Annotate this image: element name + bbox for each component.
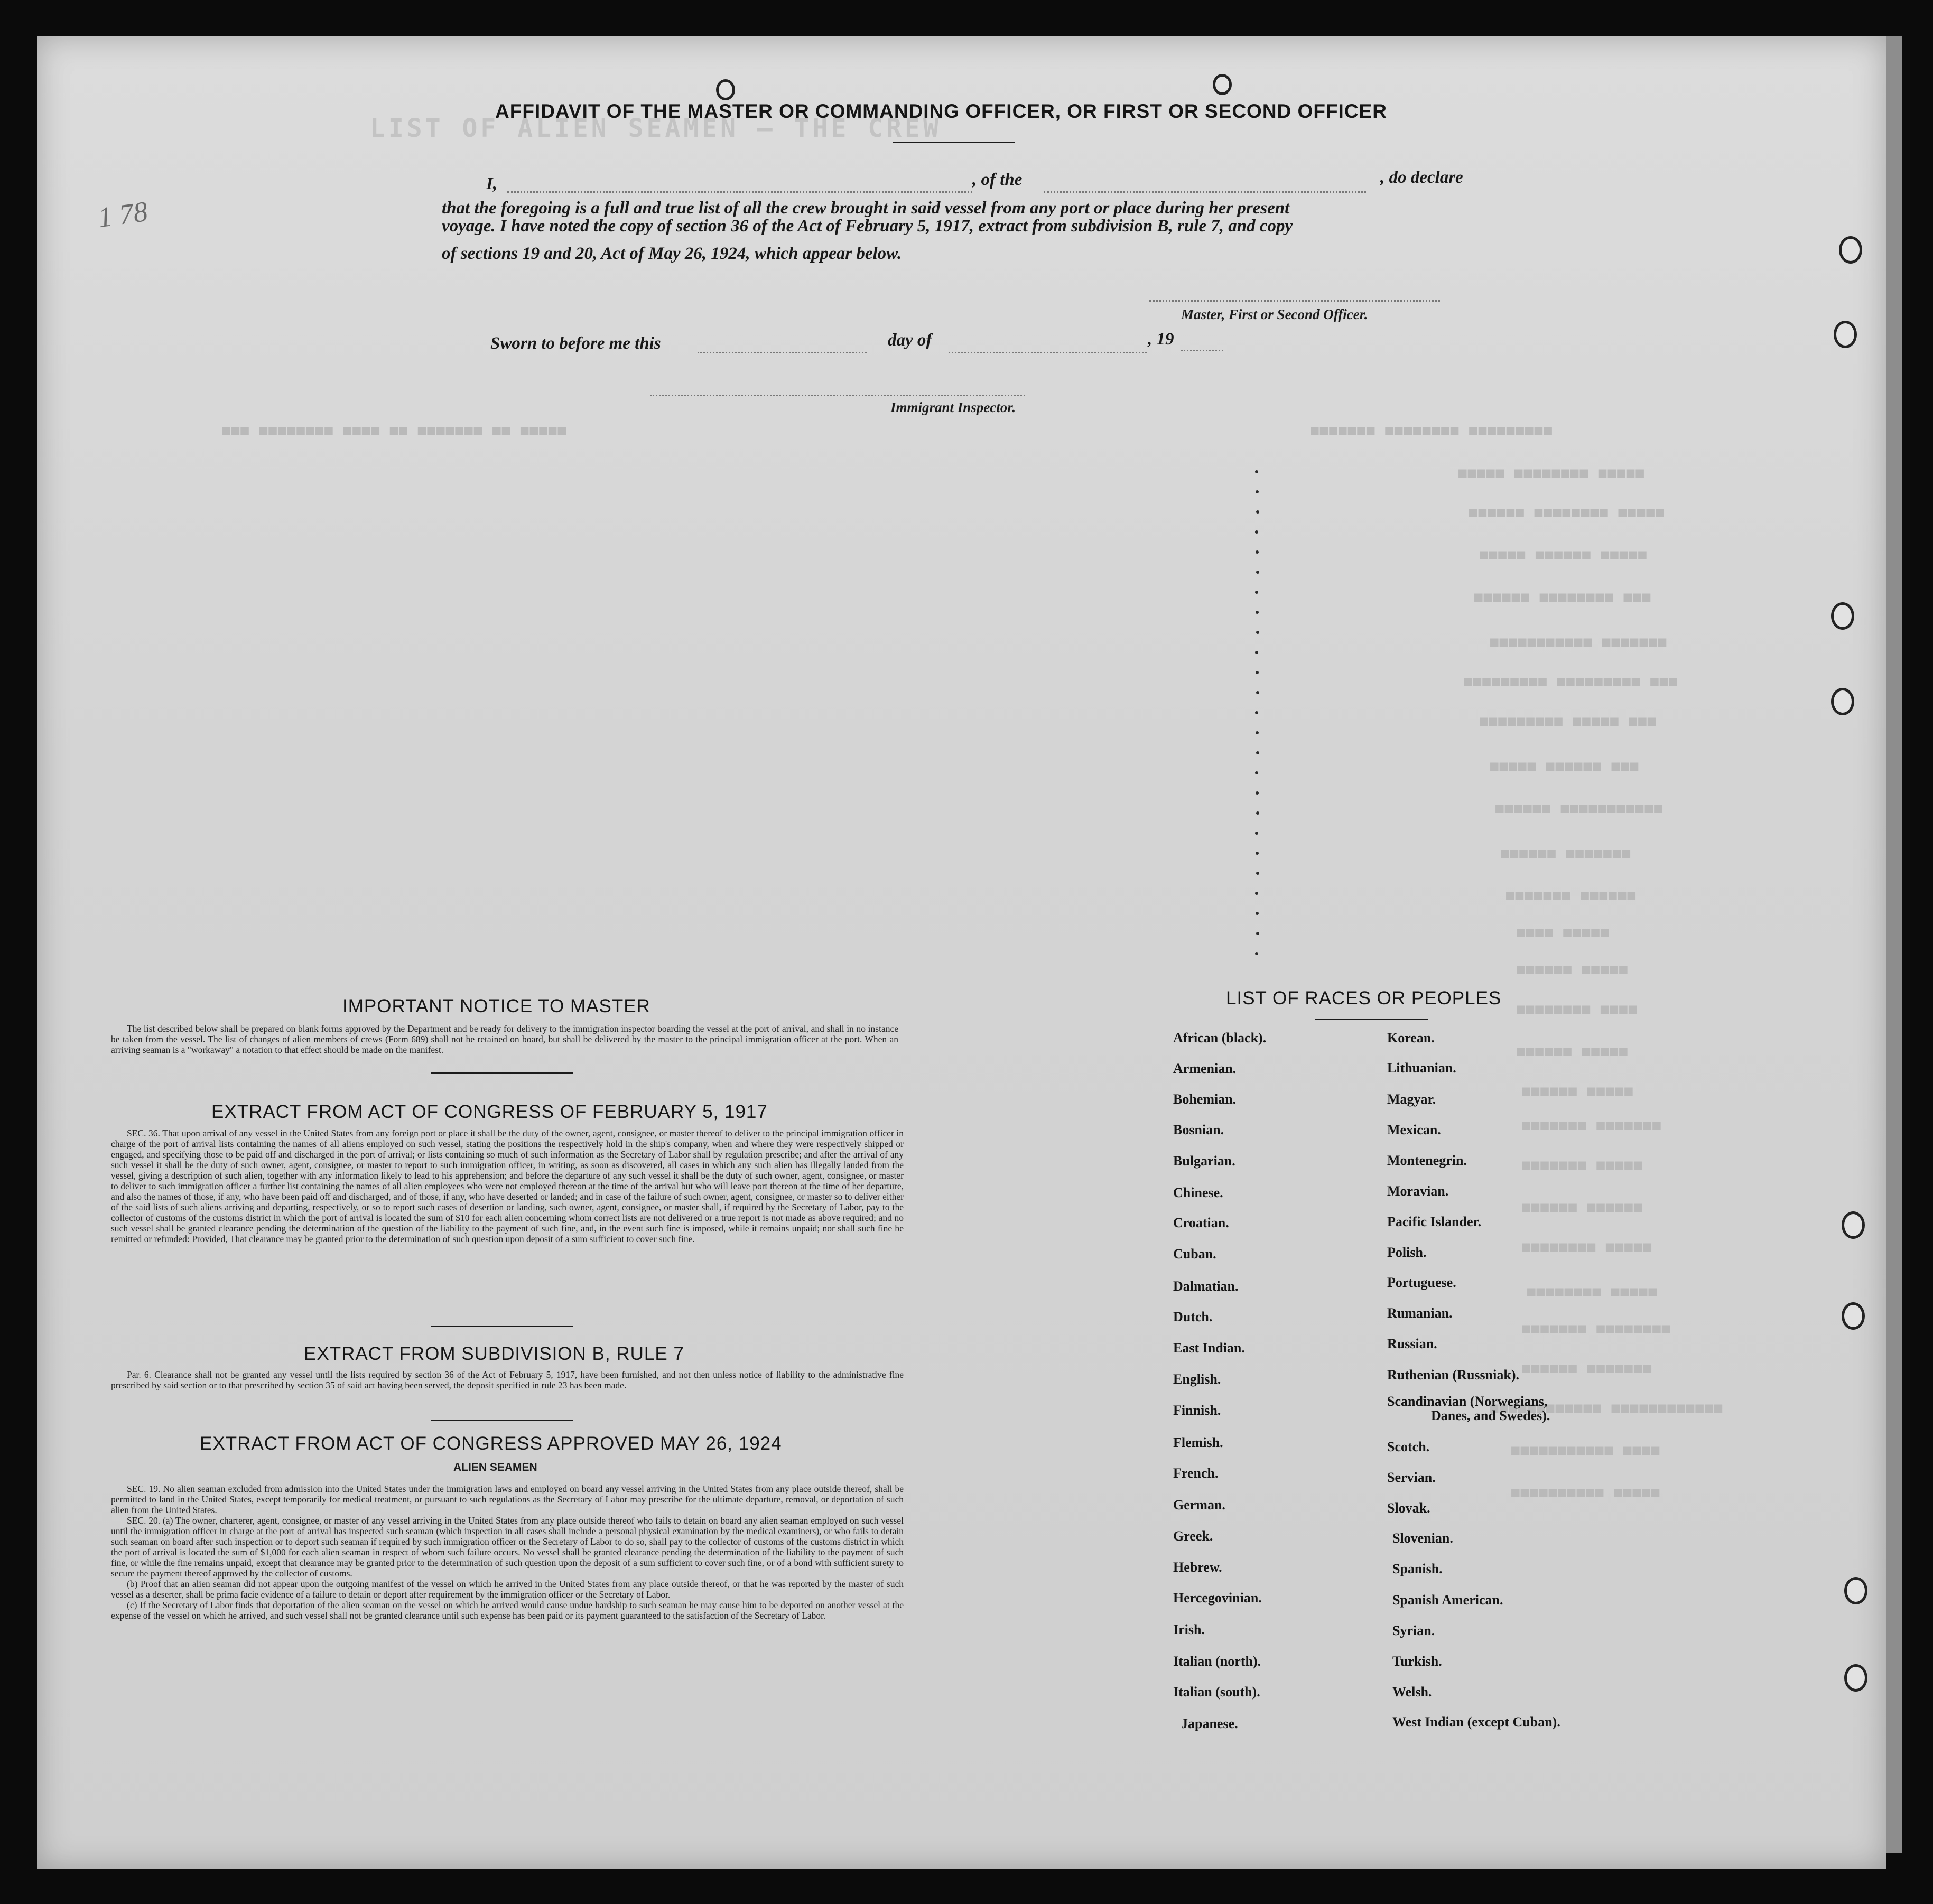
race-item: East Indian.: [1173, 1340, 1245, 1356]
bleed-through: ■■■■■■■■ ■■■■: [1517, 1001, 1638, 1017]
stray-mark: [1256, 912, 1259, 915]
bleed-through: ■■■■■■■ ■■■■■■: [1506, 888, 1637, 903]
bleed-through: ■■■■■■■■■■■■ ■■■■■■■■■■■■: [1490, 1400, 1724, 1416]
punch-hole: [1842, 1211, 1865, 1239]
bleed-through: ■■■■■■■■■ ■■■■■■■■■ ■■■: [1464, 674, 1679, 689]
stray-mark: [1256, 550, 1259, 554]
race-item: Slovak.: [1387, 1500, 1430, 1516]
sworn-text: Sworn to before me this: [490, 334, 661, 353]
day-of-text: day of: [888, 331, 932, 350]
race-item: Lithuanian.: [1387, 1060, 1456, 1076]
handwritten-note: 1 78: [96, 195, 150, 234]
affidavit-line-4: of sections 19 and 20, Act of May 26, 1924, which appear below.: [442, 244, 902, 263]
bleed-through: ■■■■■■ ■■■■■■■: [1522, 1360, 1653, 1376]
inspector-caption: Immigrant Inspector.: [890, 399, 1016, 415]
race-item: Greek.: [1173, 1528, 1213, 1544]
stray-mark: [1256, 671, 1259, 674]
punch-hole: [1213, 74, 1232, 95]
bleed-through: ■■■■■■ ■■■■■■■■ ■■■■■: [1469, 505, 1665, 520]
bleed-through: ■■■■■■■■ ■■■■■: [1527, 1284, 1658, 1300]
race-item: English.: [1173, 1371, 1221, 1387]
race-item: Croatian.: [1173, 1215, 1229, 1230]
bleed-through: LIST OF ALIEN SEAMEN — THE CREW: [370, 114, 942, 143]
punch-hole: [1834, 321, 1857, 348]
bleed-through: ■■■■■■ ■■■■■■: [1522, 1199, 1643, 1215]
bleed-through: ■■■■■■ ■■■■■■■■■■■: [1495, 800, 1664, 816]
stray-mark: [1255, 771, 1258, 774]
stray-mark: [1256, 811, 1259, 815]
year-prefix: , 19: [1148, 330, 1174, 349]
stray-mark: [1255, 892, 1258, 895]
race-item: West Indian (except Cuban).: [1392, 1714, 1560, 1730]
race-item: Dalmatian.: [1173, 1278, 1239, 1294]
races-title: LIST OF RACES OR PEOPLES: [1226, 988, 1502, 1009]
race-item: Finnish.: [1173, 1403, 1221, 1418]
stray-mark: [1256, 751, 1259, 754]
bleed-through: ■■■■■■■■ ■■■■■: [1522, 1239, 1653, 1255]
race-item: Flemish.: [1173, 1435, 1223, 1450]
officer-signature-line[interactable]: [1149, 300, 1440, 302]
stray-mark: [1255, 711, 1258, 714]
extract-rule7-body: [111, 1369, 904, 1390]
affidavit-of-the: , of the: [972, 170, 1023, 189]
punch-hole: [716, 79, 735, 100]
bleed-through: ■■■■■■ ■■■■■: [1517, 1043, 1629, 1059]
race-item: Hercegovinian.: [1173, 1590, 1262, 1606]
stray-mark: [1256, 932, 1259, 935]
section-20c-text: (c) If the Secretary of Labor finds that deportation of the alien seaman on the vessel on which he arrived would cause undue hardship to such seaman he may cause him to be deported on another vessel at the expense of the vessel on which he arrived, and such vessel shall not be granted clearance until such expense has been paid or its payment guaranteed to the satisfaction of the Secretary of Labor.: [111, 1600, 904, 1621]
bleed-through: ■■■■■ ■■■■■■ ■■■: [1490, 758, 1640, 774]
bleed-through: ■■■■■■■ ■■■■■■■■: [1522, 1321, 1671, 1337]
race-item: Chinese.: [1173, 1185, 1223, 1200]
section-divider: [431, 1072, 573, 1074]
stray-mark: [1256, 691, 1259, 694]
affidavit-title: AFFIDAVIT OF THE MASTER OR COMMANDING OFFICER, OR FIRST OR SECOND OFFICER: [495, 100, 1387, 122]
race-item: Slovenian.: [1392, 1530, 1453, 1546]
race-item: Spanish American.: [1392, 1592, 1503, 1608]
bleed-through: ■■■■■■■■■■■ ■■■■: [1511, 1442, 1661, 1458]
extract-1917-title: EXTRACT FROM ACT OF CONGRESS OF FEBRUARY 5, 1917: [211, 1102, 768, 1122]
affidavit-declare: , do declare: [1380, 168, 1463, 187]
race-item: Danes, and Swedes).: [1431, 1408, 1550, 1423]
notice-title: IMPORTANT NOTICE TO MASTER: [342, 996, 650, 1016]
stray-mark: [1255, 530, 1258, 534]
race-item: Turkish.: [1392, 1654, 1442, 1669]
bleed-through: ■■■■■■ ■■■■■■■: [1501, 845, 1632, 861]
affidavit-i: I,: [486, 174, 498, 193]
affidavit-line-3: voyage. I have noted the copy of section 36 of the Act of February 5, 1917, extract from subdivision B, rule 7, and copy: [442, 217, 1293, 236]
name-blank[interactable]: [507, 191, 972, 193]
race-item: Magyar.: [1387, 1091, 1436, 1107]
punch-hole: [1831, 602, 1854, 630]
stray-mark: [1256, 490, 1259, 493]
section-20a-text: SEC. 20. (a) The owner, charterer, agent, consignee, or master of any vessel arriving in the United States from any place outside thereof who fails to detain on board any alien seaman employed on such vessel until the immigration officer in charge at the port of arrival has inspected such seaman (which inspection in all cases shall include a personal physical examination by the medical examiners), or who fails to detain such seaman on board after such inspection or to deport such seaman if required by such immigration officer or the Secretary of Labor to do so, shall pay to the collector of customs of the customs district in which the port of arrival is located the sum of $1,000 for each alien seaman in respect of whom such failure occurs. No vessel shall be granted clearance pending the determination of the liability to the payment of such fine, or while the fine remains unpaid, except that clearance may be granted prior to the determination of such question upon the deposit of a sum sufficient to cover such fine, or of a bond with sufficient surety to secure the payment thereof approved by the collector of customs.: [111, 1515, 904, 1579]
punch-hole: [1831, 688, 1854, 715]
race-item: Polish.: [1387, 1245, 1427, 1260]
stray-mark: [1255, 651, 1258, 654]
race-item: Moravian.: [1387, 1183, 1449, 1199]
extract-rule7-text: Par. 6. Clearance shall not be granted any vessel until the lists required by section 36 of the Act of February 5, 1917, have been furnished, and not then unless notice of liability to the administrative fine prescribed by said section or to that prescribed by section 35 of said act having been served, the deposit specified in rule 23 has been made.: [111, 1369, 904, 1390]
extract-rule7-title: EXTRACT FROM SUBDIVISION B, RULE 7: [304, 1343, 684, 1364]
race-item: French.: [1173, 1466, 1219, 1481]
stray-mark: [1255, 591, 1258, 594]
extract-1924-title: EXTRACT FROM ACT OF CONGRESS APPROVED MAY 26, 1924: [200, 1433, 782, 1454]
stray-mark: [1256, 852, 1259, 855]
bleed-through: ■■■■■■■ ■■■■■■■: [1522, 1117, 1662, 1133]
race-item: Bohemian.: [1173, 1091, 1237, 1107]
race-item: Montenegrin.: [1387, 1153, 1467, 1168]
race-item: Cuban.: [1173, 1246, 1216, 1262]
stray-mark: [1256, 631, 1259, 634]
bleed-through: ■■■ ■■■■■■■■ ■■■■ ■■ ■■■■■■■ ■■ ■■■■■: [222, 423, 568, 438]
bleed-through: ■■■■■■■ ■■■■■: [1522, 1157, 1643, 1173]
races-underline: [1315, 1019, 1428, 1020]
bleed-through: ■■■■■■ ■■■■■■■■ ■■■: [1474, 589, 1652, 605]
section-divider: [431, 1420, 573, 1421]
bleed-through: ■■■■■ ■■■■■■ ■■■■■: [1480, 547, 1648, 563]
extract-1924-body: [111, 1483, 904, 1621]
bleed-through: ■■■■■■■ ■■■■■■■■ ■■■■■■■■■: [1311, 423, 1553, 438]
race-item: Scotch.: [1387, 1439, 1430, 1454]
punch-hole: [1842, 1302, 1865, 1330]
bleed-through: ■■■■■ ■■■■■■■■ ■■■■■: [1458, 465, 1646, 481]
punch-hole: [1844, 1577, 1867, 1604]
extract-1917-text: SEC. 36. That upon arrival of any vessel in the United States from any foreign port or place it shall be the duty of the owner, agent, consignee, or master thereof to deliver to the principal immigration officer in charge of the port of arrival lists containing the names of all aliens employed on such vessel, stating the positions the respectively hold in the ship's company, when and where they were respectively shipped or engaged, and specifying those to be paid off and discharged in the port of arrival; or lists containing so much of such information as the Secretary of Labor shall by regulation prescribe; and after the arrival of any such vessel it shall be the duty of such owner, agent, consignee, or master to report to such immigration officer, in writing, as soon as discovered, all cases in which any such alien has illegally landed from the vessel, giving a description of such alien, together with any information likely to lead to his apprehension; and before the departure of any such vessel it shall be the duty of such owner, agent, consignee, or master to deliver to such immigration officer a further list containing the names of all alien employees who were not employed thereon at the time of the arrival but who will leave port thereon at the time of her departure, and also the names of those, if any, who have been paid off and discharged, and of those, if any, who have deserted or landed; and in case of the failure of such owner, agent, consignee, or master so to deliver either of the said lists of such aliens arriving and departing, respectively, or so to report such cases of desertion or landing, such owner, agent, consignee, or master shall, if required by the Secretary of Labor, pay to the collector of customs of the customs district in which the port of arrival is located the sum of $10 for each alien concerning whom correct lists are not delivered or a true report is not made as above required; and no such vessel shall be granted clearance pending the determination of the question of the liability to the payment of such fine, and, in the event such fine is imposed, while it remains unpaid; nor shall such fine be remitted or refunded: Provided, That clearance may be granted prior to the determination of such question upon deposit of a sum sufficient to cover such fine.: [111, 1128, 904, 1244]
bleed-through: ■■■■ ■■■■■: [1517, 925, 1610, 940]
race-item: Syrian.: [1392, 1623, 1435, 1638]
section-19-text: SEC. 19. No alien seaman excluded from admission into the United States under the immigration laws and employed on board any vessel arriving in the United States from any place outside thereof, shall be permitted to land in the United States, except temporarily for medical treatment, or pursuant to such regulations as the Secretary of Labor may prescribe for the ultimate departure, removal, or deportation of such alien from the United States.: [111, 1483, 904, 1515]
race-item: Hebrew.: [1173, 1560, 1222, 1575]
stray-mark: [1255, 470, 1258, 473]
bleed-through: ■■■■■■ ■■■■■: [1517, 962, 1629, 977]
officer-caption: Master, First or Second Officer.: [1181, 306, 1368, 322]
notice-body: [111, 1023, 898, 1055]
race-item: Pacific Islander.: [1387, 1214, 1482, 1229]
race-item: German.: [1173, 1497, 1225, 1513]
race-item: Servian.: [1387, 1470, 1436, 1485]
bleed-through: ■■■■■■■■■■■ ■■■■■■■: [1490, 634, 1668, 650]
stray-mark: [1256, 571, 1259, 574]
extract-1924-subtitle: ALIEN SEAMEN: [453, 1461, 537, 1473]
race-item: Bosnian.: [1173, 1122, 1224, 1137]
race-item: Rumanian.: [1387, 1305, 1453, 1321]
stray-mark: [1255, 952, 1258, 955]
race-item: Italian (south).: [1173, 1684, 1260, 1700]
section-20b-text: (b) Proof that an alien seaman did not appear upon the outgoing manifest of the vessel on which he arrived in the United States from any place outside thereof, or that he was reported by the master of such vessel as a deserter, shall be prima facie evidence of a failure to detain or deport after requirement by the immigration officer or the Secretary of Labor.: [111, 1579, 904, 1600]
stray-mark: [1256, 791, 1259, 795]
punch-hole: [1839, 236, 1862, 264]
race-item: Dutch.: [1173, 1309, 1213, 1324]
race-item: Ruthenian (Russniak).: [1387, 1367, 1519, 1383]
race-item: Korean.: [1387, 1030, 1435, 1046]
section-divider: [431, 1326, 573, 1327]
stray-mark: [1256, 872, 1259, 875]
vessel-blank[interactable]: [1044, 191, 1366, 193]
day-blank[interactable]: [698, 352, 867, 353]
stray-mark: [1256, 611, 1259, 614]
punch-hole: [1844, 1664, 1867, 1692]
affidavit-line-2: that the foregoing is a full and true list of all the crew brought in said vessel from any port or place during her present: [442, 199, 1290, 218]
year-blank[interactable]: [1181, 350, 1223, 351]
stray-mark: [1255, 832, 1258, 835]
month-blank[interactable]: [949, 352, 1147, 353]
inspector-signature-line[interactable]: [650, 395, 1025, 396]
stray-mark: [1256, 510, 1259, 514]
race-item: Portuguese.: [1387, 1275, 1456, 1290]
race-item: Welsh.: [1392, 1684, 1432, 1700]
extract-1917-body: [111, 1128, 904, 1244]
race-item: Mexican.: [1387, 1122, 1441, 1137]
bleed-through: ■■■■■■■■■ ■■■■■ ■■■: [1480, 713, 1657, 729]
notice-body-text: The list described below shall be prepared on blank forms approved by the Department and be ready for delivery to the immigration inspector boarding the vessel at the port of arrival, and shall in no instance be taken from the vessel. The list of changes of alien members of crews (Form 689) shall not be retained on board, but shall be delivered by the master to the principal immigration officer at the port. When an arriving seaman is a "workaway" a notation to that effect should be made on the manifest.: [111, 1023, 898, 1055]
stray-mark: [1256, 731, 1259, 734]
title-underline: [893, 142, 1015, 143]
race-item: Japanese.: [1181, 1716, 1238, 1731]
race-item: African (black).: [1173, 1030, 1267, 1046]
race-item: Italian (north).: [1173, 1654, 1261, 1669]
race-item: Bulgarian.: [1173, 1153, 1235, 1169]
page-edge: [1886, 36, 1902, 1853]
race-item: Irish.: [1173, 1622, 1205, 1637]
bleed-through: ■■■■■■■■■■ ■■■■■: [1511, 1485, 1661, 1500]
race-item: Spanish.: [1392, 1561, 1443, 1576]
bleed-through: ■■■■■■ ■■■■■: [1522, 1083, 1634, 1099]
race-item: Scandinavian (Norwegians,: [1387, 1394, 1548, 1409]
race-item: Armenian.: [1173, 1061, 1237, 1076]
race-item: Russian.: [1387, 1336, 1437, 1351]
